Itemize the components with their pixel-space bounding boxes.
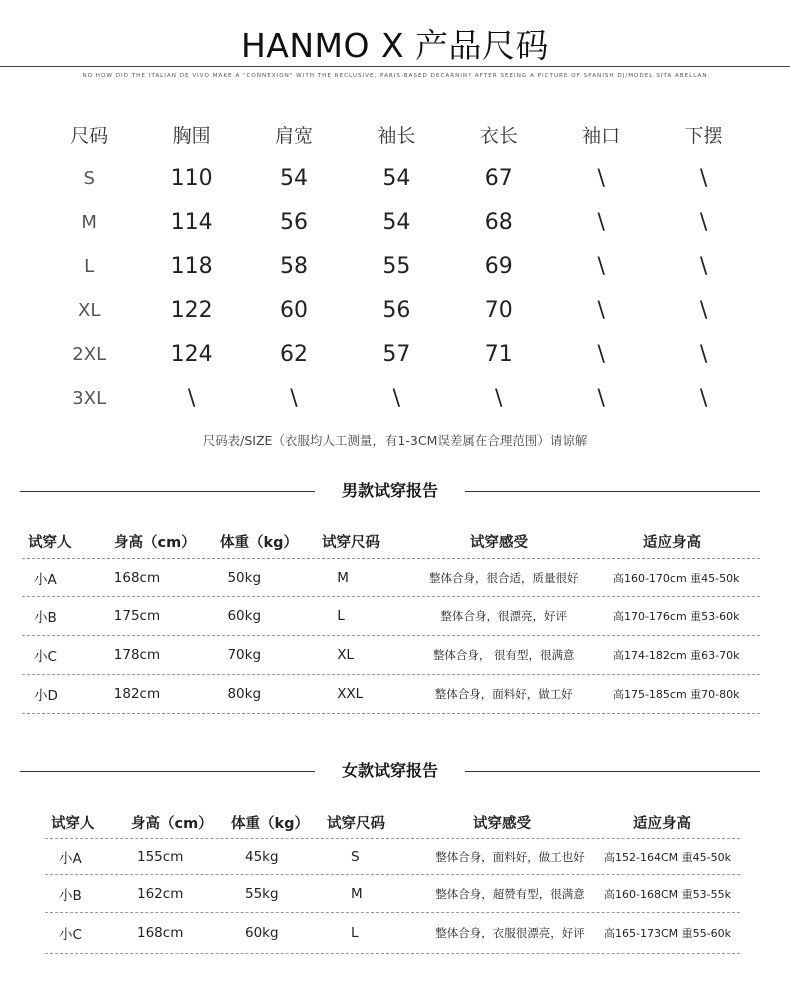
length-cell: 69 [484, 253, 513, 279]
header-sleeve: 袖长 [377, 124, 416, 147]
sleeve-cell: 56 [382, 297, 411, 323]
tried-size-cell: L [351, 925, 359, 941]
weight-cell: 70kg [227, 647, 262, 663]
length-cell: 70 [484, 297, 513, 323]
shoulder-cell: 54 [279, 165, 308, 191]
height-cell: 178cm [113, 647, 161, 663]
header-feedback: 试穿感受 [473, 815, 531, 832]
header-cuff: 袖口 [582, 124, 621, 147]
length-cell: \ [495, 385, 503, 411]
weight-cell: 60kg [245, 925, 279, 941]
header-tester: 试穿人 [28, 534, 72, 551]
cuff-cell: \ [597, 385, 605, 411]
cuff-cell: \ [597, 165, 605, 191]
weight-cell: 50kg [227, 569, 262, 586]
feedback-cell: 整体合身，很合适，质量很好 [428, 570, 579, 585]
length-cell: 71 [484, 341, 513, 367]
hem-cell: \ [699, 209, 708, 235]
header-height: 身高（cm） [131, 815, 213, 832]
header-fit-range: 适应身高 [633, 815, 691, 832]
size-row [38, 332, 755, 376]
header-length: 衣长 [479, 124, 518, 147]
size-cell: S [83, 167, 95, 189]
fit-range-cell: 高174-182cm 重63-70k [612, 649, 740, 662]
chest-cell: 110 [170, 165, 213, 191]
tester-cell: 小A [34, 571, 57, 588]
table-row [45, 913, 740, 954]
length-cell: 67 [484, 165, 513, 191]
size-chart-header-row [38, 112, 755, 156]
height-cell: 168cm [113, 569, 161, 586]
header-size: 尺码 [70, 124, 109, 147]
cuff-cell: \ [597, 341, 605, 367]
table-row [22, 597, 760, 636]
feedback-cell: 整体合身，面料好，做工好 [434, 687, 573, 701]
size-row [38, 200, 755, 244]
hem-cell: \ [699, 253, 708, 279]
size-cell: 3XL [72, 387, 107, 409]
height-cell: 175cm [113, 608, 161, 624]
header-feedback: 试穿感受 [470, 534, 528, 551]
size-row [38, 244, 755, 288]
size-cell: L [84, 255, 95, 277]
chest-cell: 118 [170, 253, 213, 279]
size-row [38, 156, 755, 200]
feedback-cell: 整体合身，超赞有型，很满意 [435, 886, 585, 901]
table-row [22, 636, 760, 675]
shoulder-cell: 56 [279, 209, 308, 235]
women-report-heading: 女款试穿报告 [315, 759, 465, 783]
table-row [45, 839, 740, 875]
feedback-cell: 整体合身，面料好，做工也好 [435, 849, 585, 864]
tried-size-cell: L [337, 608, 345, 624]
men-report-heading: 男款试穿报告 [315, 479, 465, 503]
header-hem: 下摆 [684, 124, 723, 147]
men-report-header-row [22, 524, 760, 558]
shoulder-cell: 62 [279, 341, 308, 367]
tried-size-cell: M [351, 885, 363, 902]
feedback-cell: 整体合身，衣服很漂亮，好评 [435, 926, 585, 940]
tagline: NO HOW DID THE ITALIAN DE VIVO MAKE A "CONNEXION" WITH THE RECLUSIVE, PARIS-BASED DECARNIN? AFTER SEEING A PICTURE OF SPANISH DJ/MODEL SITA ABELLAN [82, 73, 708, 79]
weight-cell: 60kg [227, 608, 262, 624]
fit-range-cell: 高160-168CM 重53-55k [604, 887, 731, 901]
shoulder-cell: 60 [279, 297, 308, 323]
header-weight: 体重（kg） [220, 534, 299, 551]
women-report-header-row [45, 806, 740, 838]
tester-cell: 小C [59, 927, 82, 943]
header-height: 身高（cm） [114, 534, 196, 551]
size-chart-table [38, 112, 755, 420]
sleeve-cell: 54 [382, 165, 411, 191]
size-cell: M [81, 211, 97, 233]
fit-range-cell: 高170-176cm 重53-60k [612, 610, 740, 623]
weight-cell: 55kg [245, 885, 279, 902]
height-cell: 155cm [137, 848, 184, 865]
height-cell: 162cm [137, 885, 184, 902]
length-cell: 68 [484, 209, 513, 235]
table-row [22, 675, 760, 714]
men-report-table [22, 524, 760, 714]
cuff-cell: \ [597, 253, 605, 279]
hem-cell: \ [699, 341, 708, 367]
tried-size-cell: XL [337, 647, 354, 663]
cuff-cell: \ [597, 297, 605, 323]
header-shoulder: 肩宽 [274, 124, 313, 147]
feedback-cell: 整体合身，很漂亮，好评 [440, 609, 567, 623]
shoulder-cell: 58 [279, 253, 308, 279]
tester-cell: 小D [34, 688, 58, 704]
size-row [38, 288, 755, 332]
tester-cell: 小B [59, 887, 82, 904]
table-row [45, 875, 740, 913]
chest-cell: 122 [170, 297, 213, 323]
cuff-cell: \ [597, 209, 605, 235]
sleeve-cell: 54 [382, 209, 411, 235]
fit-range-cell: 高165-173CM 重55-60k [604, 927, 731, 940]
hem-cell: \ [699, 385, 708, 411]
header-tried-size: 试穿尺码 [327, 815, 385, 832]
size-note: 尺码表/SIZE（衣服均人工测量，有1-3CM误差属在合理范围）请谅解 [202, 433, 588, 448]
tester-cell: 小C [34, 649, 57, 665]
hem-cell: \ [699, 297, 708, 323]
chest-cell: 114 [170, 209, 213, 235]
title-divider [0, 66, 790, 67]
height-cell: 182cm [113, 686, 161, 702]
tester-cell: 小A [59, 850, 82, 867]
women-report-table [45, 806, 740, 954]
height-cell: 168cm [137, 925, 184, 941]
feedback-cell: 整体合身， 很有型，很满意 [432, 648, 575, 662]
header-tried-size: 试穿尺码 [322, 534, 380, 551]
weight-cell: 45kg [245, 848, 279, 865]
size-cell: 2XL [72, 343, 107, 365]
size-cell: XL [78, 299, 101, 321]
tried-size-cell: M [337, 569, 349, 586]
fit-range-cell: 高152-164CM 重45-50k [604, 850, 731, 864]
header-fit-range: 适应身高 [643, 534, 701, 551]
page-title: HANMO X 产品尺码 [240, 26, 550, 65]
tried-size-cell: XXL [337, 686, 364, 702]
tried-size-cell: S [351, 848, 360, 865]
fit-range-cell: 高175-185cm 重70-80k [612, 688, 740, 701]
sleeve-cell: \ [392, 385, 401, 411]
table-row [22, 559, 760, 597]
sleeve-cell: 57 [382, 341, 411, 367]
weight-cell: 80kg [227, 686, 262, 702]
hem-cell: \ [699, 165, 708, 191]
sleeve-cell: 55 [382, 253, 411, 279]
tester-cell: 小B [34, 610, 57, 626]
fit-range-cell: 高160-170cm 重45-50k [612, 571, 740, 585]
header-chest: 胸围 [172, 124, 211, 147]
header-weight: 体重（kg） [231, 815, 310, 832]
header-tester: 试穿人 [51, 815, 95, 832]
chest-cell: 124 [170, 341, 213, 367]
size-row [38, 376, 755, 420]
shoulder-cell: \ [290, 385, 298, 411]
chest-cell: \ [187, 385, 196, 411]
